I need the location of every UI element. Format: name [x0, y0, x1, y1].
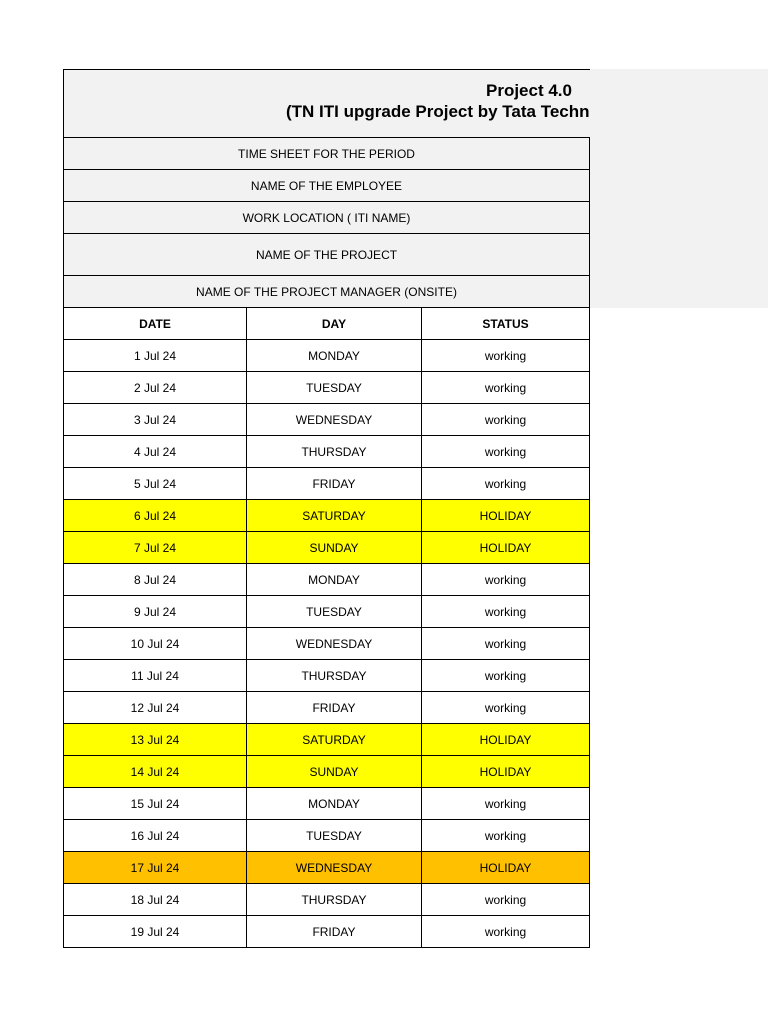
day-cell[interactable]: WEDNESDAY [247, 628, 422, 659]
date-cell[interactable]: 16 Jul 24 [64, 820, 247, 851]
date-cell[interactable]: 3 Jul 24 [64, 404, 247, 435]
date-cell[interactable]: 19 Jul 24 [64, 916, 247, 947]
table-row [64, 628, 590, 660]
table-header-row [64, 308, 590, 340]
status-cell[interactable]: working [422, 372, 590, 403]
date-cell[interactable]: 11 Jul 24 [64, 660, 247, 691]
day-cell[interactable]: FRIDAY [247, 692, 422, 723]
status-cell[interactable]: working [422, 340, 590, 371]
day-cell[interactable]: MONDAY [247, 340, 422, 371]
table-row [64, 468, 590, 500]
status-cell[interactable]: working [422, 628, 590, 659]
date-cell[interactable]: 4 Jul 24 [64, 436, 247, 467]
project-subtitle: (TN ITI upgrade Project by Tata Techn [286, 102, 590, 121]
status-cell[interactable]: working [422, 436, 590, 467]
location-label: WORK LOCATION ( ITI NAME) [242, 210, 411, 225]
status-cell[interactable]: working [422, 692, 590, 723]
date-cell[interactable]: 7 Jul 24 [64, 532, 247, 563]
day-cell[interactable]: WEDNESDAY [247, 852, 422, 883]
table-row [64, 724, 590, 756]
status-cell[interactable]: working [422, 404, 590, 435]
table-row [64, 916, 590, 948]
date-cell[interactable]: 2 Jul 24 [64, 372, 247, 403]
table-row [64, 884, 590, 916]
table-row [64, 500, 590, 532]
date-cell[interactable]: 1 Jul 24 [64, 340, 247, 371]
adjacent-sheet-area [589, 69, 768, 308]
title-block [64, 69, 590, 138]
status-cell[interactable]: HOLIDAY [422, 852, 590, 883]
employee-field[interactable] [64, 170, 590, 202]
period-label: TIME SHEET FOR THE PERIOD [238, 146, 415, 161]
day-cell[interactable]: THURSDAY [247, 884, 422, 915]
status-cell[interactable]: HOLIDAY [422, 724, 590, 755]
employee-label: NAME OF THE EMPLOYEE [250, 178, 403, 193]
status-cell[interactable]: working [422, 788, 590, 819]
table-row [64, 372, 590, 404]
date-cell[interactable]: 13 Jul 24 [64, 724, 247, 755]
table-row [64, 692, 590, 724]
day-cell[interactable]: THURSDAY [247, 660, 422, 691]
status-cell[interactable]: working [422, 820, 590, 851]
header-day: DAY [247, 308, 422, 339]
day-cell[interactable]: MONDAY [247, 564, 422, 595]
date-cell[interactable]: 15 Jul 24 [64, 788, 247, 819]
status-cell[interactable]: working [422, 660, 590, 691]
period-field[interactable] [64, 138, 590, 170]
status-cell[interactable]: HOLIDAY [422, 756, 590, 787]
table-body [64, 340, 590, 948]
date-cell[interactable]: 18 Jul 24 [64, 884, 247, 915]
date-cell[interactable]: 5 Jul 24 [64, 468, 247, 499]
status-cell[interactable]: working [422, 884, 590, 915]
timesheet [63, 69, 590, 948]
project-label: NAME OF THE PROJECT [255, 247, 398, 262]
day-cell[interactable]: TUESDAY [247, 372, 422, 403]
day-cell[interactable]: SUNDAY [247, 532, 422, 563]
manager-label: NAME OF THE PROJECT MANAGER (ONSITE) [196, 284, 457, 299]
project-field[interactable] [64, 234, 590, 276]
table-row [64, 532, 590, 564]
date-cell[interactable]: 12 Jul 24 [64, 692, 247, 723]
table-row [64, 788, 590, 820]
status-cell[interactable]: working [422, 564, 590, 595]
table-row [64, 436, 590, 468]
manager-field[interactable] [64, 276, 590, 308]
status-cell[interactable]: working [422, 596, 590, 627]
location-field[interactable] [64, 202, 590, 234]
date-cell[interactable]: 9 Jul 24 [64, 596, 247, 627]
table-row [64, 564, 590, 596]
header-status: STATUS [422, 308, 590, 339]
day-cell[interactable]: SATURDAY [247, 500, 422, 531]
day-cell[interactable]: TUESDAY [247, 596, 422, 627]
table-row [64, 820, 590, 852]
table-row [64, 756, 590, 788]
date-cell[interactable]: 17 Jul 24 [64, 852, 247, 883]
day-cell[interactable]: FRIDAY [247, 916, 422, 947]
table-row [64, 660, 590, 692]
table-row [64, 340, 590, 372]
table-row [64, 852, 590, 884]
project-title: Project 4.0 [486, 81, 572, 100]
date-cell[interactable]: 10 Jul 24 [64, 628, 247, 659]
table-row [64, 596, 590, 628]
date-cell[interactable]: 8 Jul 24 [64, 564, 247, 595]
table-row [64, 404, 590, 436]
day-cell[interactable]: WEDNESDAY [247, 404, 422, 435]
day-cell[interactable]: MONDAY [247, 788, 422, 819]
day-cell[interactable]: SUNDAY [247, 756, 422, 787]
status-cell[interactable]: working [422, 916, 590, 947]
date-cell[interactable]: 6 Jul 24 [64, 500, 247, 531]
header-date: DATE [64, 308, 247, 339]
day-cell[interactable]: TUESDAY [247, 820, 422, 851]
status-cell[interactable]: working [422, 468, 590, 499]
day-cell[interactable]: SATURDAY [247, 724, 422, 755]
date-cell[interactable]: 14 Jul 24 [64, 756, 247, 787]
status-cell[interactable]: HOLIDAY [422, 500, 590, 531]
status-cell[interactable]: HOLIDAY [422, 532, 590, 563]
day-cell[interactable]: FRIDAY [247, 468, 422, 499]
day-cell[interactable]: THURSDAY [247, 436, 422, 467]
